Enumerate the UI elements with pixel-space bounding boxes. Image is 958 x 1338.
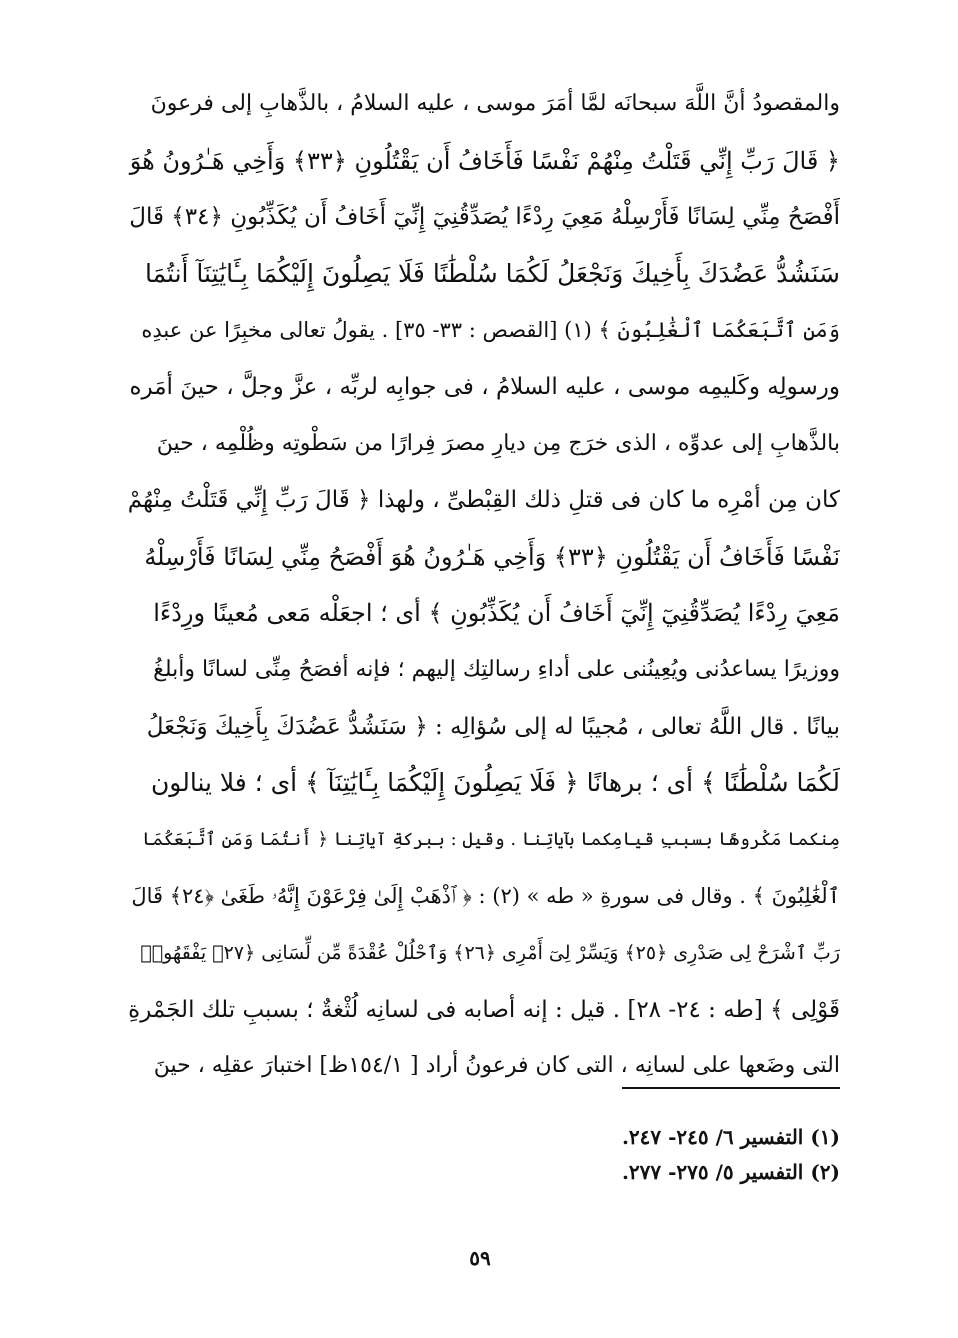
text-line: مِنكما مَكْروهًا بسببِ قيامِكما بآياتِنا . وقيل : ببركةِ آياتِنا ﴿ أَنتُمَا وَمَنِ ٱتَّبَعَكُمَا: [142, 828, 840, 850]
text-line: مَعِيَ رِدْءًا يُصَدِّقُنِيٓ إِنِّيٓ أَخَافُ أَن يُكَذِّبُونِ ﴾ أى ؛ اجعَلْه مَعى مُعينًا ورِدْءًا: [153, 599, 840, 628]
text-line: ورسولِه وكَليمِه موسى ، عليه السلامُ ، فى جوابِه لربِّه ، عزَّ وجلَّ ، حينَ أمَره: [129, 373, 840, 400]
text-line: أَفْصَحُ مِنِّي لِسَانًا فَأَرْسِلْهُ مَعِيَ رِدْءًا يُصَدِّقُنِيٓ إِنِّيٓ أَخَافُ أَن يُكَذِّبُونِ ﴿٣٤﴾ قَالَ: [129, 204, 840, 231]
text-line: ووزيرًا يساعدُنى ويُعِينُنى على أداءِ رسالتِك إليهم ؛ فإنه أفصَحُ مِنِّى لسانًا وأبلغُ: [153, 656, 840, 682]
text-line: والمقصودُ أنَّ اللَّهَ سبحانَه لمَّا أمَرَ موسى ، عليه السلامُ ، بالذَّهابِ إلى فرعونَ: [150, 91, 840, 116]
footnote: (١) التفسير ٦/ ٢٤٥- ٢٤٧.: [621, 1125, 840, 1149]
text-line: التى وضَعها على لسانِه ، التى كان فرعونُ أراد [ ١٥٤/١ظ] اختبارَ عقلِه ، حينَ: [153, 1053, 840, 1079]
page-number: ٥٩: [469, 1246, 491, 1270]
body-text: [128, 76, 840, 1095]
text-line: رَبِّ ٱشْرَحْ لِى صَدْرِى ﴿٢٥﴾ وَيَسِّرْ لِىٓ أَمْرِى ﴿٢٦﴾ وَٱحْلُلْ عُقْدَةً مِّن لِّسَانِى ﴿٢٧﴾ يَفْقَهُوا۟: [140, 941, 840, 964]
text-line: سَنَشُدُّ عَضُدَكَ بِأَخِيكَ وَنَجْعَلُ لَكُمَا سُلْطَٰنًا فَلَا يَصِلُونَ إِلَيْكُمَا بِـَٔايَٰتِنَآ أَنتُمَا: [144, 258, 840, 288]
text-line: ٱلْغَٰلِبُونَ ﴾ . وقال فى سورةِ « طه » (٢) : ﴿ ٱذْهَبْ إِلَىٰ فِرْعَوْنَ إِنَّهُۥ طَغَىٰ ﴿٢٤﴾ قَالَ: [131, 884, 840, 909]
text-line: نَفْسًا فَأَخَافُ أَن يَقْتُلُونِ ﴿٣٣﴾ وَأَخِي هَـٰرُونُ هُوَ أَفْصَحُ مِنِّي لِسَانًا فَأَرْسِلْهُ: [144, 542, 840, 571]
text-line: ﴿ قَالَ رَبِّ إِنِّي قَتَلْتُ مِنْهُمْ نَفْسًا فَأَخَافُ أَن يَقْتُلُونِ ﴿٣٣﴾ وَأَخِي هَـٰرُونُ هُوَ: [129, 146, 840, 175]
footnote: (٢) التفسير ٥/ ٢٧٥- ٢٧٧.: [621, 1160, 840, 1184]
footnotes: [500, 1120, 840, 1190]
text-line: بيانًا . قال اللَّهُ تعالى ، مُجيبًا له إلى سُؤالِه : ﴿ سَنَشُدُّ عَضُدَكَ بِأَخِيكَ وَنَجْعَلُ: [146, 713, 840, 740]
footnote-separator: [622, 1087, 840, 1089]
text-line: وَمَنِ ٱتَّبَعَكُمَا ٱلْغَٰلِبُونَ ﴾ (١) [القصص : ٣٣- ٣٥] . يقولُ تعالى مخبِرًا عن عبدِه: [141, 318, 840, 343]
text-line: لَكُمَا سُلْطَٰنًا ﴾ أى ؛ برهانًا ﴿ فَلَا يَصِلُونَ إِلَيْكُمَا بِـَٔايَٰتِنَآ ﴾ أى ؛ فلا ينالون: [150, 768, 840, 798]
text-line: قَوْلِى ﴾ [طه : ٢٤- ٢٨] . قيل : إنه أصابه فى لسانِه لُثْغةٌ ؛ بسببِ تلك الجَمْرةِ: [128, 996, 840, 1023]
text-line: كان مِن أمْرِه ما كان فى قتلِ ذلك القِبْطىِّ ، ولهذا ﴿ قَالَ رَبِّ إِنِّي قَتَلْتُ مِنْهُمْ: [128, 487, 840, 514]
text-line: بالذَّهابِ إلى عدوِّه ، الذى خرَج مِن ديارِ مصرَ فِرارًا من سَطْوتِه وظُلْمِه ، حينَ: [156, 430, 840, 456]
